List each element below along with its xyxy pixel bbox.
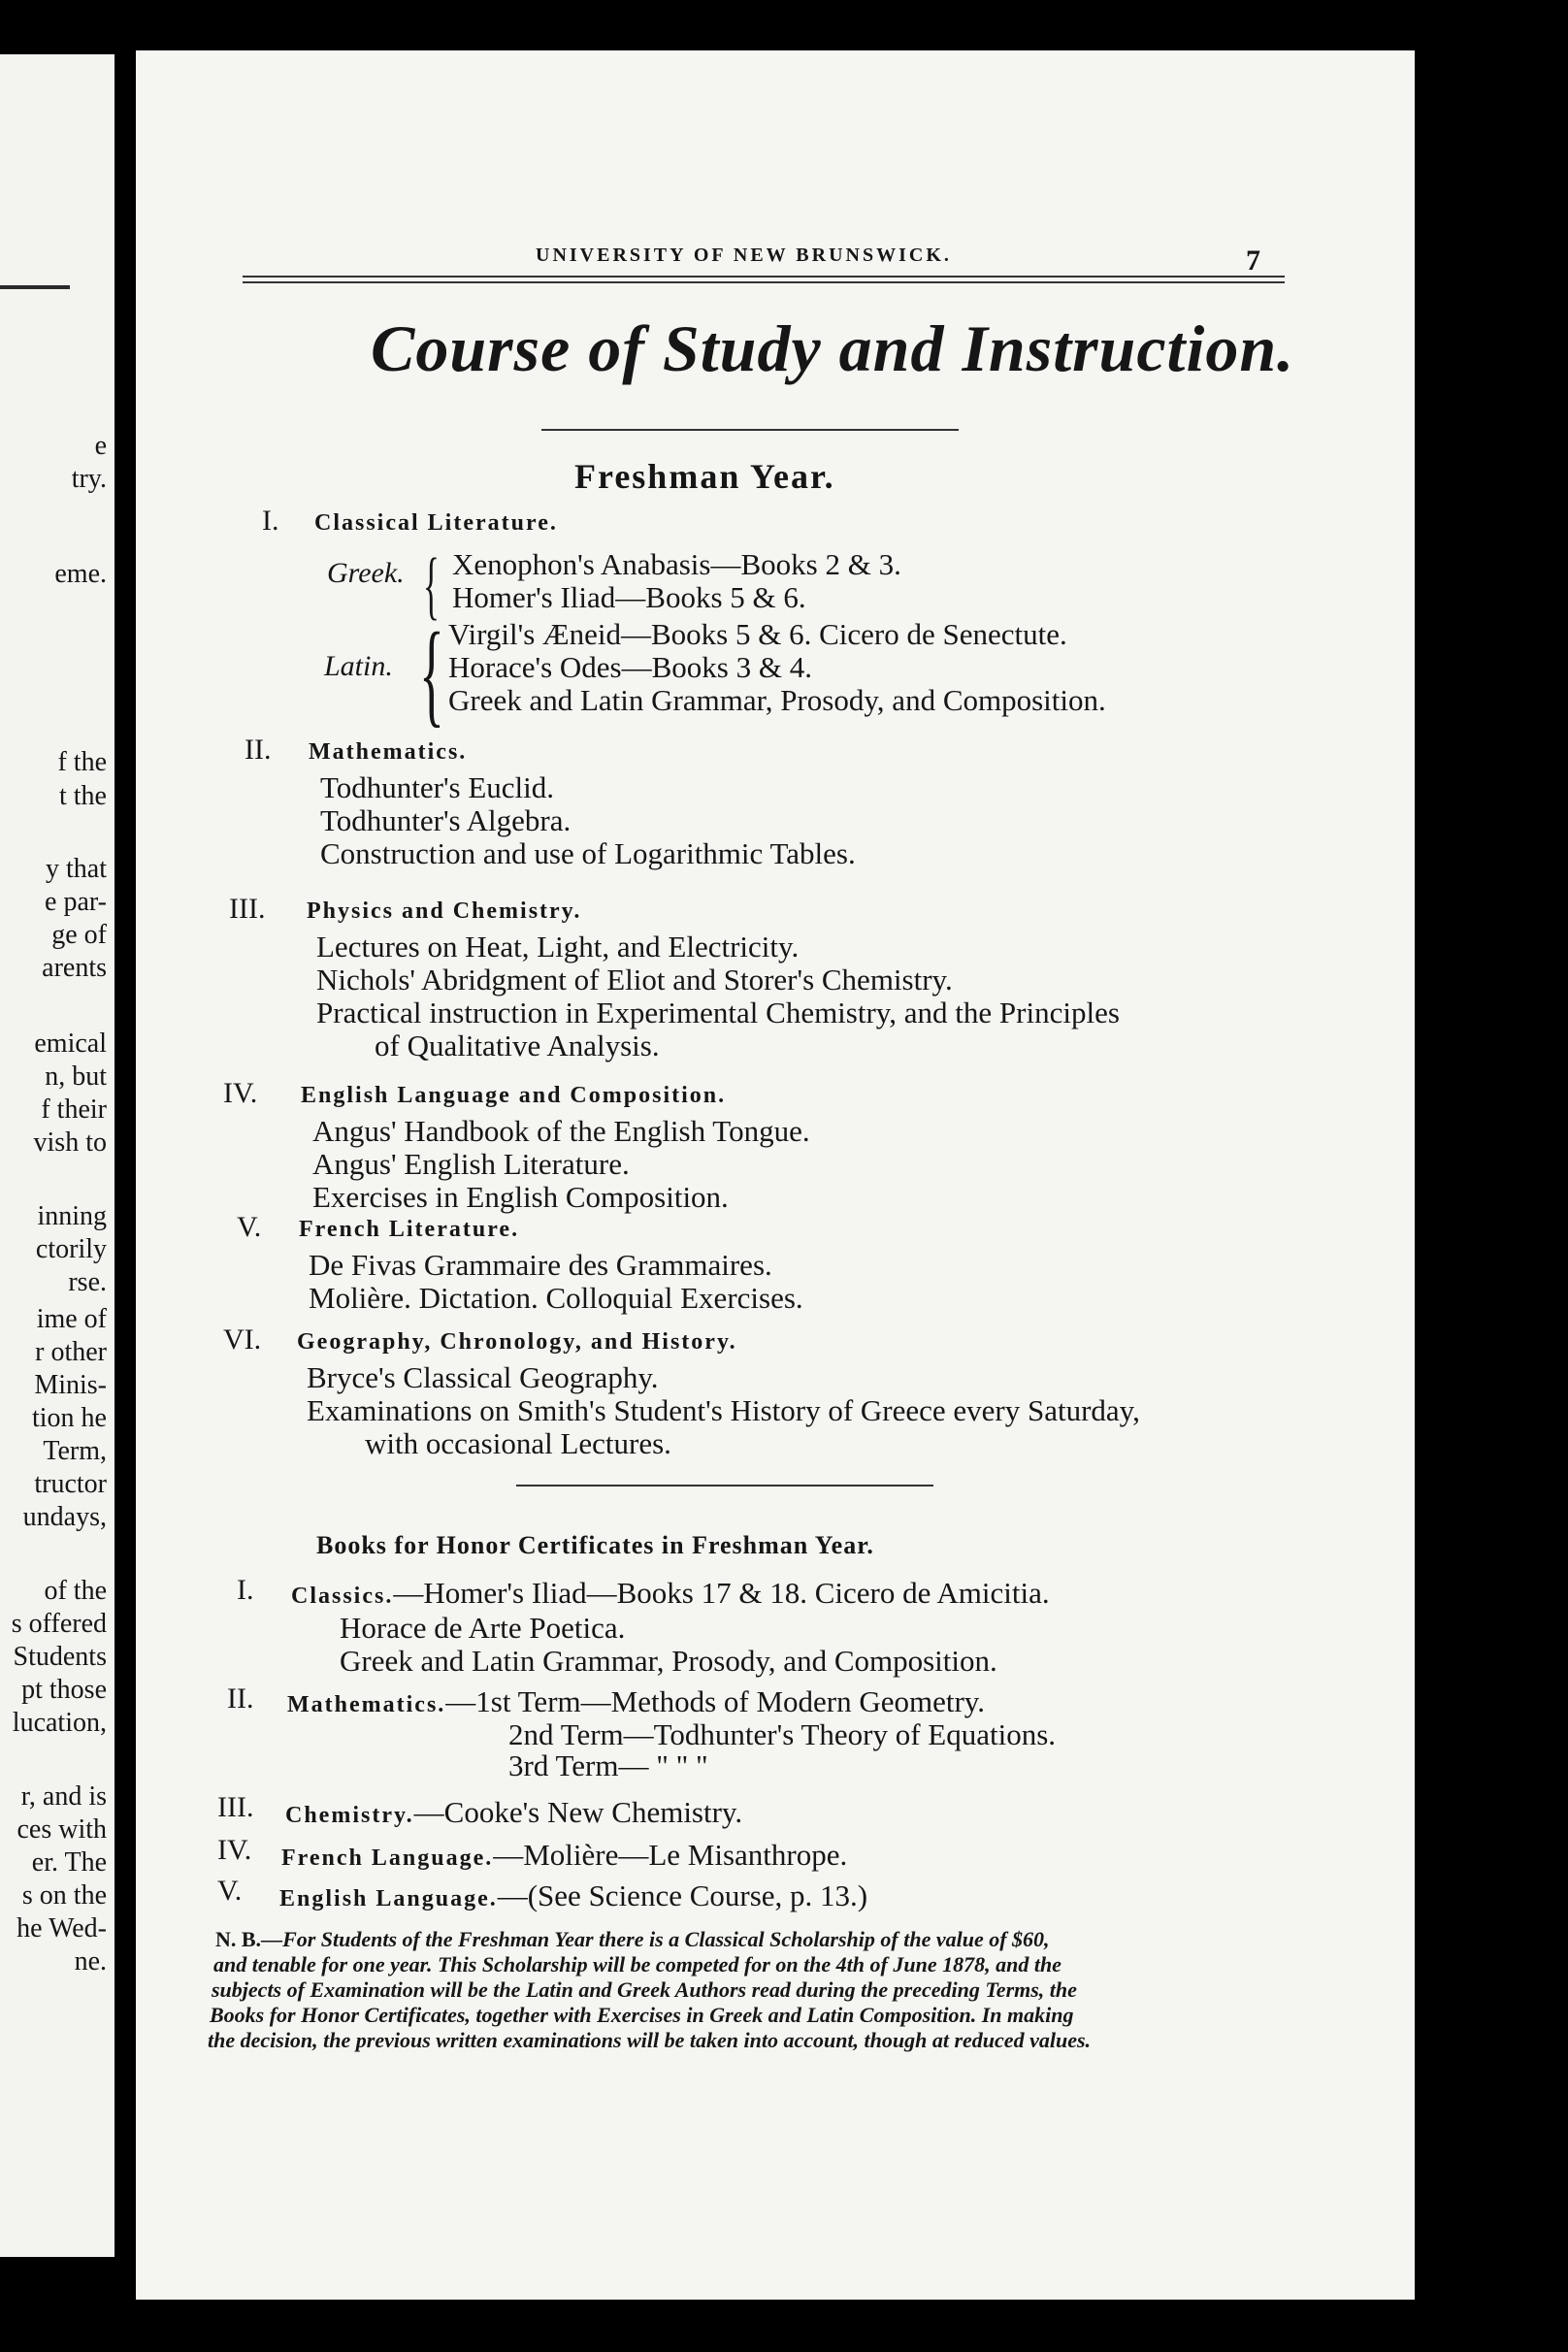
section-divider xyxy=(516,1485,933,1486)
left-page-fragment: Term, xyxy=(43,1436,107,1466)
latin-brace: { xyxy=(419,608,444,737)
left-page-fragment: lucation, xyxy=(12,1708,107,1738)
header-rule-bottom xyxy=(243,281,1285,283)
page-title: Course of Study and Instruction. xyxy=(371,311,1295,385)
honor-item-french xyxy=(281,1838,847,1873)
section-numeral: V. xyxy=(237,1211,262,1243)
section-heading-physics-chemistry: Physics and Chemistry. xyxy=(307,898,582,924)
list-item: Todhunter's Euclid. xyxy=(320,770,555,804)
list-item: Lectures on Heat, Light, and Electricity. xyxy=(316,930,800,964)
list-item: Greek and Latin Grammar, Prosody, and Composition. xyxy=(340,1644,997,1678)
left-page-fragment: pt those xyxy=(21,1675,107,1705)
left-page-fragment: eme. xyxy=(54,559,107,589)
greek-line-1: Xenophon's Anabasis—Books 2 & 3. xyxy=(452,547,901,581)
list-item: Exercises in English Composition. xyxy=(312,1180,729,1214)
left-page-fragment: Minis- xyxy=(34,1370,107,1400)
left-page-fragment: y that xyxy=(46,854,107,884)
honor-item-mathematics xyxy=(287,1684,985,1719)
list-item: De Fivas Grammaire des Grammaires. xyxy=(309,1248,772,1282)
running-title: UNIVERSITY OF NEW BRUNSWICK. xyxy=(536,245,952,266)
section-numeral: III. xyxy=(229,893,266,925)
title-divider xyxy=(541,429,959,431)
page-number: 7 xyxy=(1246,245,1260,277)
list-item: Horace de Arte Poetica. xyxy=(340,1611,626,1645)
section-heading-geography: Geography, Chronology, and History. xyxy=(297,1329,737,1355)
list-item: Bryce's Classical Geography. xyxy=(307,1360,659,1394)
list-item: 2nd Term—Todhunter's Theory of Equations. xyxy=(508,1717,1057,1751)
section-heading-classical-literature: Classical Literature. xyxy=(314,510,558,536)
footnote-line xyxy=(215,1927,1050,1952)
honor-item-head: Mathematics. xyxy=(287,1692,446,1717)
section-heading-english: English Language and Composition. xyxy=(301,1083,727,1108)
list-item: of Qualitative Analysis. xyxy=(375,1029,660,1062)
greek-brace: { xyxy=(423,542,440,627)
left-page-rule xyxy=(0,285,70,289)
honor-item-chemistry xyxy=(285,1795,742,1830)
honor-item-head: English Language. xyxy=(279,1886,498,1911)
left-page-fragment: arents xyxy=(42,953,107,983)
section-numeral: V. xyxy=(217,1875,243,1907)
left-page-fragment: e xyxy=(94,431,107,461)
left-page-fragment: ne. xyxy=(74,1946,107,1976)
greek-label: Greek. xyxy=(327,557,405,589)
left-page-fragment: undays, xyxy=(22,1502,107,1532)
left-page-fragment: he Wed- xyxy=(16,1913,107,1944)
footnote-line: the decision, the previous written examinations will be taken into account, though at reduced values. xyxy=(208,2028,1092,2052)
left-page-fragment: r, and is xyxy=(20,1781,107,1812)
list-item: Examinations on Smith's Student's History of Greece every Saturday, xyxy=(307,1393,1140,1427)
list-item: Molière. Dictation. Colloquial Exercises. xyxy=(309,1281,803,1315)
left-page-fragment: t the xyxy=(59,781,107,811)
footnote-line: Books for Honor Certificates, together with Exercises in Greek and Latin Composition. In making xyxy=(210,2003,1074,2027)
left-page-fragment: n, but xyxy=(45,1062,107,1092)
left-page-fragment: f their xyxy=(41,1094,107,1125)
footnote-lead: N. B.— xyxy=(215,1927,283,1951)
section-heading-mathematics: Mathematics. xyxy=(309,739,468,765)
greek-line-2: Homer's Iliad—Books 5 & 6. xyxy=(452,580,806,614)
honor-item-head: Chemistry. xyxy=(285,1803,414,1828)
list-item: Todhunter's Algebra. xyxy=(320,803,572,837)
left-page-fragment: er. The xyxy=(31,1847,107,1878)
left-page-fragment: ces with xyxy=(16,1814,107,1845)
list-item: with occasional Lectures. xyxy=(365,1426,671,1460)
section-numeral: IV. xyxy=(217,1834,252,1866)
footnote-text: For Students of the Freshman Year there is a Classical Scholarship of the value of $60, xyxy=(282,1927,1050,1951)
left-page-fragment: ctorily xyxy=(35,1234,107,1264)
section-numeral: I. xyxy=(262,505,279,537)
section-numeral: II. xyxy=(227,1682,254,1715)
honor-item-head: Classics. xyxy=(291,1584,394,1609)
book-page xyxy=(136,50,1415,2300)
left-page-fragment: ime of xyxy=(36,1304,107,1334)
left-facing-page xyxy=(0,54,114,2257)
section-heading-french: French Literature. xyxy=(299,1217,520,1242)
honor-item-text: —1st Term—Methods of Modern Geometry. xyxy=(445,1684,986,1718)
header-rule-top xyxy=(243,276,1285,278)
honor-item-text: —(See Science Course, p. 13.) xyxy=(497,1878,868,1912)
freshman-year-heading: Freshman Year. xyxy=(574,457,835,496)
left-page-fragment: s on the xyxy=(21,1880,107,1911)
honor-item-text: —Cooke's New Chemistry. xyxy=(413,1795,743,1829)
left-page-fragment: Students xyxy=(13,1642,107,1672)
list-item: 3rd Term— " " " xyxy=(508,1748,708,1782)
list-item: Practical instruction in Experimental Chemistry, and the Principles xyxy=(316,996,1120,1029)
list-item: Nichols' Abridgment of Eliot and Storer's Chemistry. xyxy=(316,963,953,996)
honor-item-classics xyxy=(291,1576,1050,1611)
left-page-fragment: tructor xyxy=(34,1469,107,1499)
footnote-line: subjects of Examination will be the Latin and Greek Authors read during the preceding Terms, the xyxy=(212,1977,1077,2002)
left-page-fragment: emical xyxy=(34,1029,107,1059)
latin-label: Latin. xyxy=(324,650,393,682)
left-page-fragment: rse. xyxy=(68,1267,107,1297)
honor-item-english xyxy=(279,1878,867,1913)
latin-line-1: Virgil's Æneid—Books 5 & 6. Cicero de Senectute. xyxy=(448,617,1067,651)
list-item: Angus' English Literature. xyxy=(312,1147,630,1181)
left-page-fragment: of the xyxy=(44,1576,107,1606)
section-numeral: II. xyxy=(245,734,272,766)
section-numeral: IV. xyxy=(223,1077,258,1109)
left-page-fragment: vish to xyxy=(33,1127,107,1158)
list-item: Angus' Handbook of the English Tongue. xyxy=(312,1114,810,1148)
honor-heading: Books for Honor Certificates in Freshman Year. xyxy=(316,1531,874,1559)
latin-line-3: Greek and Latin Grammar, Prosody, and Composition. xyxy=(448,683,1106,717)
footnote-line: and tenable for one year. This Scholarship will be competed for on the 4th of June 1878, and the xyxy=(213,1952,1062,1976)
left-page-fragment: f the xyxy=(57,747,107,777)
honor-item-text: —Molière—Le Misanthrope. xyxy=(493,1838,848,1872)
left-page-fragment: e par- xyxy=(45,887,107,917)
left-page-fragment: s offered xyxy=(11,1609,107,1639)
left-page-fragment: r other xyxy=(35,1337,107,1367)
honor-item-head: French Language. xyxy=(281,1846,494,1871)
section-numeral: I. xyxy=(237,1574,254,1606)
section-numeral: VI. xyxy=(223,1323,262,1356)
left-page-fragment: inning xyxy=(37,1201,107,1231)
list-item: Construction and use of Logarithmic Tables. xyxy=(320,836,856,870)
latin-line-2: Horace's Odes—Books 3 & 4. xyxy=(448,650,812,684)
honor-item-text: —Homer's Iliad—Books 17 & 18. Cicero de Amicitia. xyxy=(393,1576,1050,1610)
left-page-fragment: try. xyxy=(71,464,107,494)
left-page-fragment: tion he xyxy=(32,1403,107,1433)
section-numeral: III. xyxy=(217,1791,254,1823)
left-page-fragment: ge of xyxy=(51,920,107,950)
